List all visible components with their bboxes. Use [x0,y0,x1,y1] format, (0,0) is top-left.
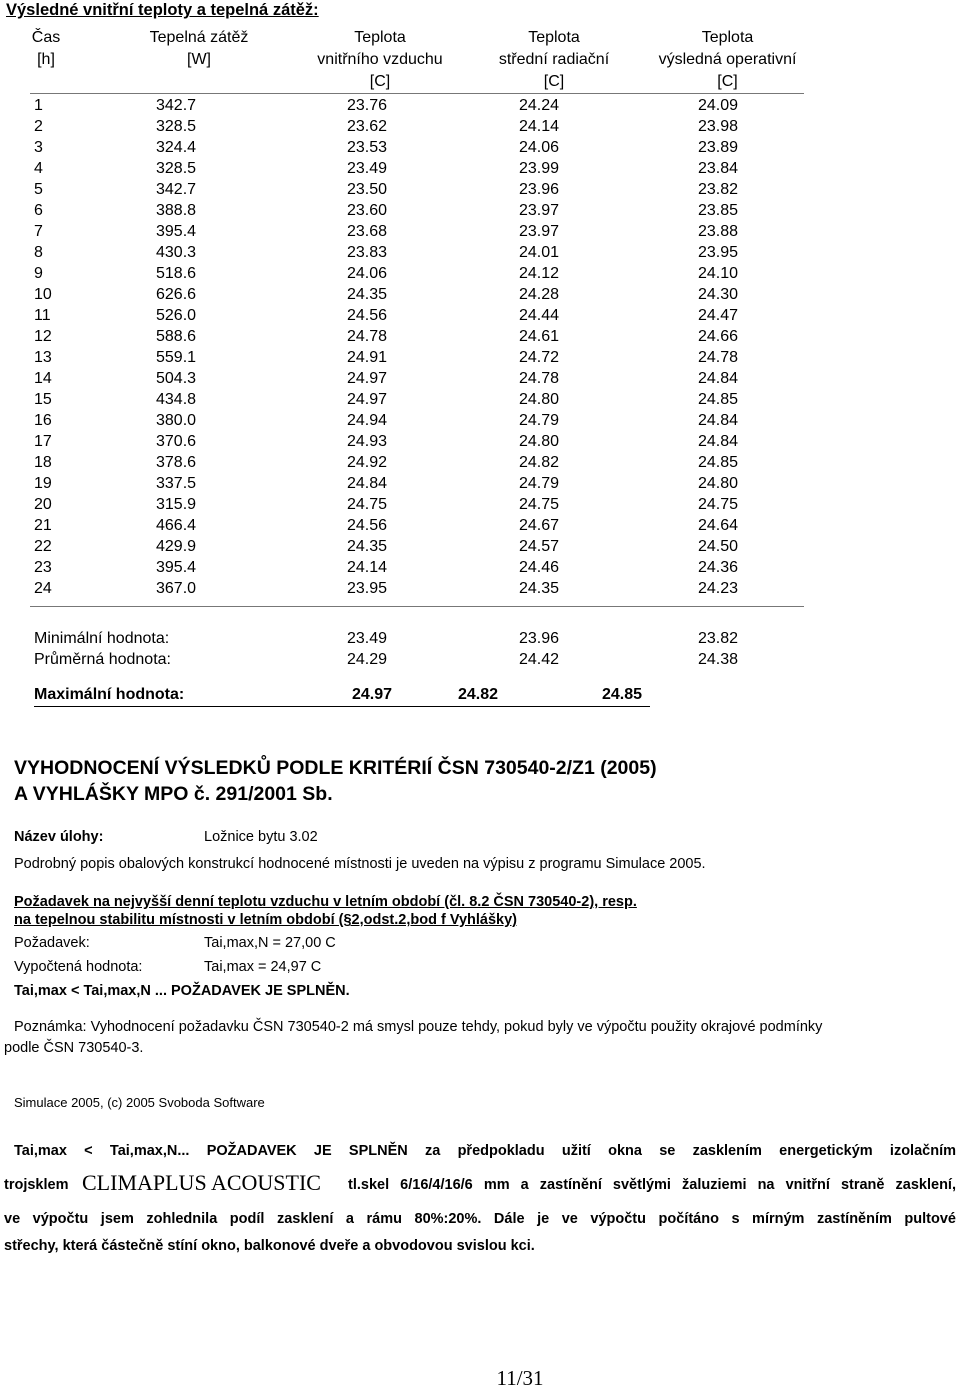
radiant-temp-cell: 24.82 [519,454,560,471]
radiant-temp-cell: 24.46 [519,559,560,576]
heat-load-cell: 367.0 [156,580,197,597]
hour-cell: 22 [34,538,52,555]
operative-temp-cell: 23.85 [698,202,739,219]
hour-cell: 17 [34,433,52,450]
header-heat-load: Tepelná zátěž [W] [149,29,249,68]
avg-radiant: 24.42 [519,651,560,668]
radiant-temp-cell: 24.01 [519,244,560,261]
software-credit: Simulace 2005, (c) 2005 Svoboda Software [14,1095,265,1110]
conclusion: Tai,max < Tai,max,N ... POŽADAVEK JE SPLNĚN. [14,983,350,999]
requirement-title-2: na tepelnou stabilitu místnosti v letním období (§2,odst.2,bod f Vyhlášky) [14,912,517,928]
radiant-temp-cell: 24.61 [519,328,560,345]
table-row [0,452,960,473]
operative-temp-cell: 24.85 [698,454,739,471]
note-line-2: podle ČSN 730540-3. [4,1040,144,1056]
operative-temp-cell: 23.84 [698,160,739,177]
evaluation-heading: VYHODNOCENÍ VÝSLEDKŮ PODLE KRITÉRIÍ ČSN 730540-2/Z1 (2005) A VYHLÁŠKY MPO č. 291/2001 Sb. [14,757,657,805]
avg-operative: 24.38 [698,651,739,668]
operative-temp-cell: 23.89 [698,139,739,156]
computed-label: Vypočtená hodnota: [14,959,143,975]
table-row [0,347,960,368]
operative-temp-cell: 23.95 [698,244,739,261]
hour-cell: 20 [34,496,52,513]
data-table [0,95,960,599]
heat-load-cell: 324.4 [156,139,197,156]
hour-cell: 10 [34,286,52,303]
hour-cell: 15 [34,391,52,408]
hour-cell: 7 [34,223,43,240]
heat-load-cell: 518.6 [156,265,197,282]
radiant-temp-cell: 23.97 [519,223,560,240]
operative-temp-cell: 23.98 [698,118,739,135]
air-temp-cell: 24.56 [347,517,388,534]
hour-cell: 5 [34,181,43,198]
note-line-1: Poznámka: Vyhodnocení požadavku ČSN 730540-2 má smysl pouze tehdy, pokud byly ve výpočtu použity okrajové podmínky [14,1019,823,1035]
hour-cell: 6 [34,202,43,219]
radiant-temp-cell: 24.57 [519,538,560,555]
heat-load-cell: 328.5 [156,118,197,135]
table-row [0,557,960,578]
hour-cell: 16 [34,412,52,429]
operative-temp-cell: 24.10 [698,265,739,282]
hour-cell: 1 [34,97,43,114]
task-value: Ložnice bytu 3.02 [204,829,318,845]
heat-load-cell: 315.9 [156,496,197,513]
table-row [0,95,960,116]
hour-cell: 23 [34,559,52,576]
hour-cell: 3 [34,139,43,156]
hour-cell: 9 [34,265,43,282]
air-temp-cell: 23.49 [347,160,388,177]
page-title: Výsledné vnitřní teploty a tepelná zátěž: [6,1,319,19]
radiant-temp-cell: 24.72 [519,349,560,366]
min-label: Minimální hodnota: [34,630,170,647]
final-line-2-prefix: trojsklem [4,1177,69,1193]
air-temp-cell: 24.78 [347,328,388,345]
operative-temp-cell: 24.85 [698,391,739,408]
operative-temp-cell: 24.84 [698,412,739,429]
heat-load-cell: 588.6 [156,328,197,345]
header-radiant-temp: Teplota střední radiační [C] [498,29,610,90]
air-temp-cell: 24.91 [347,349,388,366]
heat-load-cell: 466.4 [156,517,197,534]
max-radiant: 24.82 [458,686,499,703]
air-temp-cell: 24.56 [347,307,388,324]
brand-climaplus: CLIMAPLUS ACOUSTIC [82,1170,321,1195]
max-operative: 24.85 [602,686,643,703]
hour-cell: 4 [34,160,43,177]
radiant-temp-cell: 24.24 [519,97,560,114]
table-row [0,494,960,515]
radiant-temp-cell: 24.67 [519,517,560,534]
min-air: 23.49 [347,630,388,647]
max-air: 24.97 [352,686,393,703]
table-bottom-divider [30,606,804,607]
radiant-temp-cell: 23.99 [519,160,560,177]
final-line-4: střechy, která částečně stíní okno, balkonové dveře a obvodovou svislou kci. [4,1238,535,1254]
operative-temp-cell: 24.84 [698,370,739,387]
radiant-temp-cell: 24.79 [519,412,560,429]
air-temp-cell: 24.14 [347,559,388,576]
table-row [0,578,960,599]
heat-load-cell: 526.0 [156,307,197,324]
hour-cell: 19 [34,475,52,492]
table-row [0,473,960,494]
table-row [0,263,960,284]
table-row [0,515,960,536]
air-temp-cell: 24.35 [347,286,388,303]
table-row [0,368,960,389]
operative-temp-cell: 24.50 [698,538,739,555]
heat-load-cell: 342.7 [156,181,197,198]
operative-temp-cell: 24.47 [698,307,739,324]
hour-cell: 18 [34,454,52,471]
operative-temp-cell: 24.23 [698,580,739,597]
table-row [0,200,960,221]
operative-temp-cell: 24.78 [698,349,739,366]
table-row [0,536,960,557]
table-row [0,305,960,326]
min-operative: 23.82 [698,630,739,647]
operative-temp-cell: 24.84 [698,433,739,450]
radiant-temp-cell: 23.97 [519,202,560,219]
heat-load-cell: 434.8 [156,391,197,408]
operative-temp-cell: 24.09 [698,97,739,114]
operative-temp-cell: 24.30 [698,286,739,303]
radiant-temp-cell: 24.78 [519,370,560,387]
radiant-temp-cell: 24.80 [519,391,560,408]
requirement-value: Tai,max,N = 27,00 C [204,935,336,951]
description: Podrobný popis obalových konstrukcí hodnocené místnosti je uveden na výpisu z programu Simulace 2005. [14,856,706,872]
heat-load-cell: 559.1 [156,349,197,366]
requirement-title-1: Požadavek na nejvyšší denní teplotu vzduchu v letním období (čl. 8.2 ČSN 730540-2), resp. [14,894,637,910]
radiant-temp-cell: 24.80 [519,433,560,450]
table-row [0,116,960,137]
final-line-3: ve výpočtu jsem zohlednila podíl zasklení a rámu 80%:20%. Dále je ve výpočtu počítáno s mírným zastíněním pultové [4,1211,956,1227]
max-row [34,684,650,707]
operative-temp-cell: 24.66 [698,328,739,345]
hour-cell: 24 [34,580,52,597]
table-row [0,389,960,410]
heat-load-cell: 337.5 [156,475,197,492]
radiant-temp-cell: 24.79 [519,475,560,492]
table-row [0,242,960,263]
air-temp-cell: 23.83 [347,244,388,261]
air-temp-cell: 24.92 [347,454,388,471]
header-time: Čas [h] [31,29,61,68]
air-temp-cell: 23.62 [347,118,388,135]
table-row [0,137,960,158]
table-row [0,179,960,200]
table-row [0,326,960,347]
heat-load-cell: 430.3 [156,244,197,261]
header-operative-temp: Teplota výsledná operativní [C] [658,29,797,90]
task-label: Název úlohy: [14,829,104,845]
heat-load-cell: 395.4 [156,223,197,240]
heat-load-cell: 395.4 [156,559,197,576]
operative-temp-cell: 24.64 [698,517,739,534]
air-temp-cell: 23.68 [347,223,388,240]
heat-load-cell: 328.5 [156,160,197,177]
final-line-2 [0,1170,960,1200]
avg-air: 24.29 [347,651,388,668]
air-temp-cell: 24.94 [347,412,388,429]
final-line-2-suffix: tl.skel 6/16/4/16/6 mm a zastínění světlými žaluziemi na vnitřní straně zasklení, [348,1177,956,1193]
heat-load-cell: 626.6 [156,286,197,303]
air-temp-cell: 24.84 [347,475,388,492]
min-radiant: 23.96 [519,630,560,647]
radiant-temp-cell: 23.96 [519,181,560,198]
air-temp-cell: 23.60 [347,202,388,219]
table-row [0,410,960,431]
air-temp-cell: 24.06 [347,265,388,282]
radiant-temp-cell: 24.06 [519,139,560,156]
air-temp-cell: 24.97 [347,391,388,408]
air-temp-cell: 24.93 [347,433,388,450]
avg-label: Průměrná hodnota: [34,651,171,668]
air-temp-cell: 23.50 [347,181,388,198]
radiant-temp-cell: 24.75 [519,496,560,513]
radiant-temp-cell: 24.28 [519,286,560,303]
header-air-temp: Teplota vnitřního vzduchu [C] [317,29,443,90]
avg-row [0,649,960,670]
hour-cell: 13 [34,349,52,366]
hour-cell: 2 [34,118,43,135]
header-divider [30,93,804,94]
operative-temp-cell: 23.82 [698,181,739,198]
operative-temp-cell: 24.80 [698,475,739,492]
heat-load-cell: 342.7 [156,97,197,114]
requirement-label: Požadavek: [14,935,90,951]
heat-load-cell: 380.0 [156,412,197,429]
operative-temp-cell: 24.36 [698,559,739,576]
hour-cell: 12 [34,328,52,345]
hour-cell: 14 [34,370,52,387]
min-row [0,628,960,649]
hour-cell: 8 [34,244,43,261]
air-temp-cell: 23.53 [347,139,388,156]
page-number: 11/31 [496,1366,544,1390]
operative-temp-cell: 24.75 [698,496,739,513]
final-line-1: Tai,max < Tai,max,N... POŽADAVEK JE SPLNĚN za předpokladu užití okna se zasklením energetickým izolačním [14,1143,956,1159]
radiant-temp-cell: 24.35 [519,580,560,597]
table-row [0,284,960,305]
hour-cell: 21 [34,517,52,534]
heat-load-cell: 429.9 [156,538,197,555]
air-temp-cell: 24.97 [347,370,388,387]
table-row [0,158,960,179]
max-label: Maximální hodnota: [34,686,185,703]
air-temp-cell: 24.75 [347,496,388,513]
heat-load-cell: 378.6 [156,454,197,471]
air-temp-cell: 24.35 [347,538,388,555]
heat-load-cell: 370.6 [156,433,197,450]
heat-load-cell: 504.3 [156,370,197,387]
hour-cell: 11 [34,307,51,324]
operative-temp-cell: 23.88 [698,223,739,240]
table-row [0,221,960,242]
radiant-temp-cell: 24.44 [519,307,560,324]
table-row [0,431,960,452]
computed-value: Tai,max = 24,97 C [204,959,322,975]
air-temp-cell: 23.95 [347,580,388,597]
radiant-temp-cell: 24.14 [519,118,560,135]
radiant-temp-cell: 24.12 [519,265,560,282]
heat-load-cell: 388.8 [156,202,197,219]
air-temp-cell: 23.76 [347,97,388,114]
